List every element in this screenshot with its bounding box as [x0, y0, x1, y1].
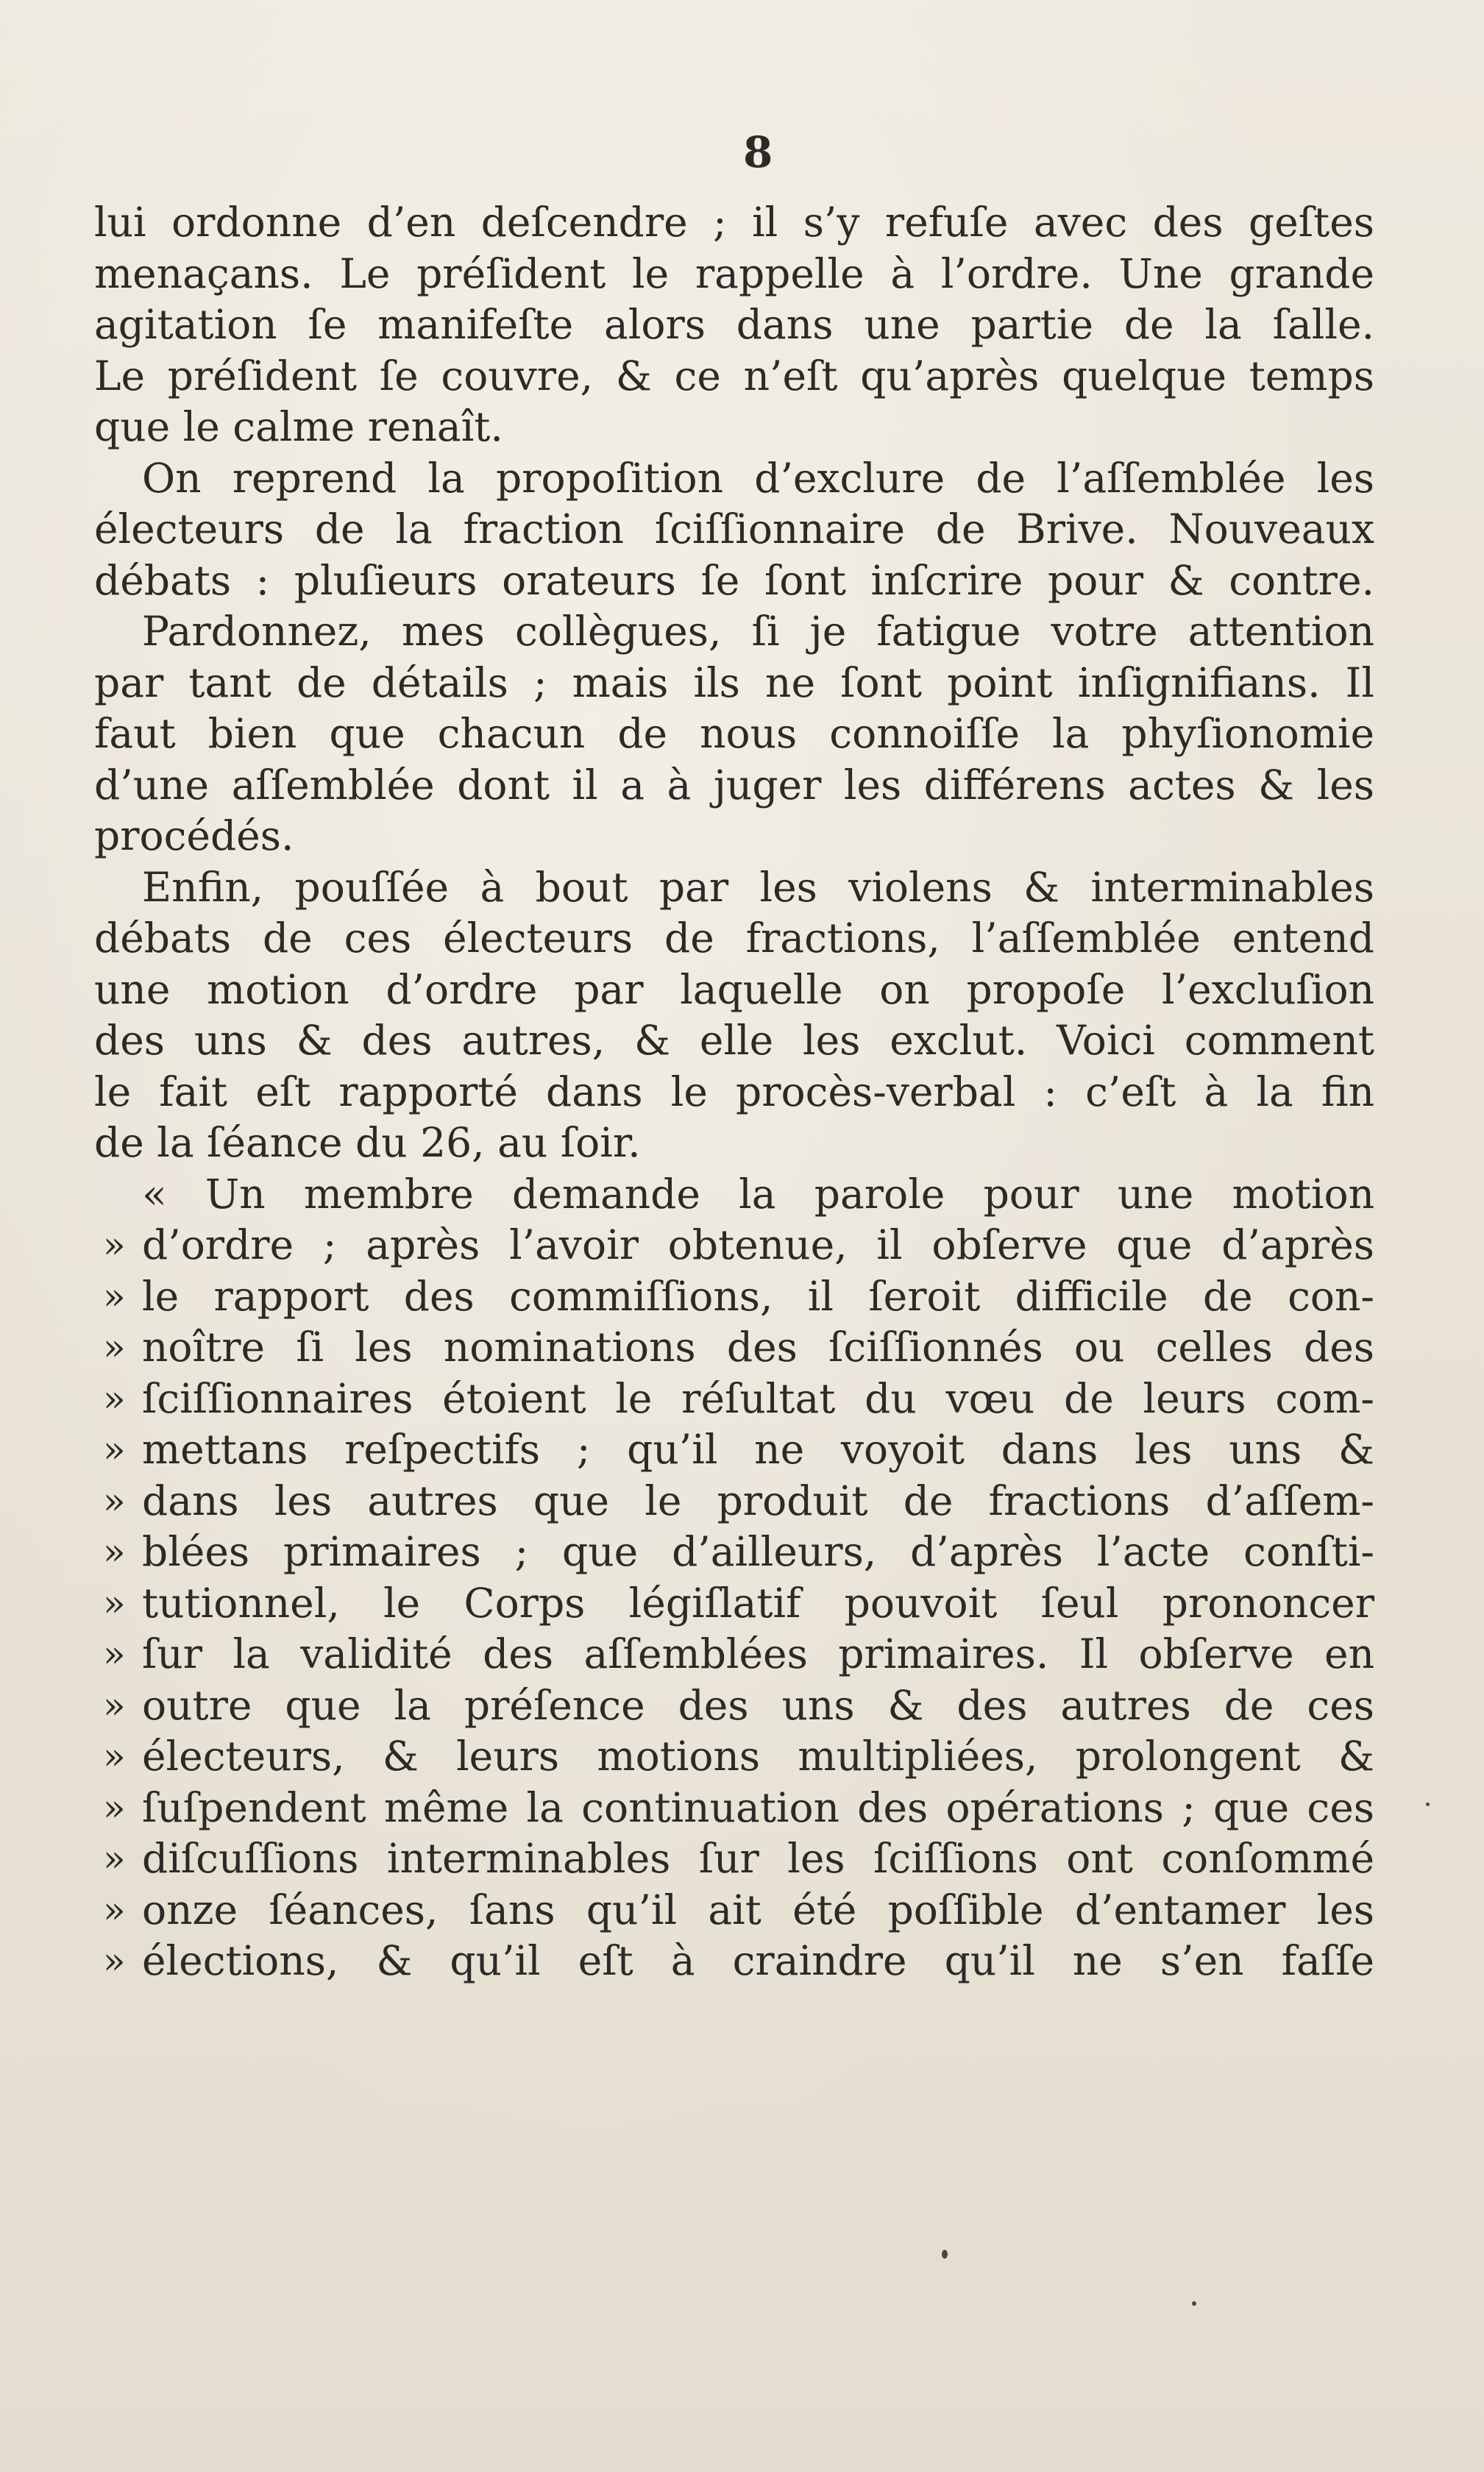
line-text: des uns & des autres, & elle les exclut. Voici comment	[94, 1017, 1374, 1064]
line-text: le rapport des commiſſions, il ſeroit difficile de con-	[142, 1272, 1374, 1320]
text-line	[94, 760, 1374, 811]
text-line	[94, 1527, 1374, 1578]
page-number: 8	[743, 127, 773, 177]
line-text: procédés.	[94, 812, 294, 859]
quote-mark: »	[103, 1479, 126, 1522]
line-text: de la ſéance du 26, au ſoir.	[94, 1119, 641, 1166]
line-text: électeurs de la fraction ſciſſionnaire de Brive. Nouveaux	[94, 505, 1374, 553]
line-text: outre que la préſence des uns & des autres de ces	[142, 1681, 1374, 1729]
text-line	[94, 197, 1374, 249]
line-text: mettans reſpectifs ; qu’il ne voyoit dans les uns &	[142, 1426, 1374, 1473]
quote-mark: »	[103, 1377, 126, 1420]
line-text: Pardonnez, mes collègues, ſi je fatigue votre attention	[142, 608, 1374, 655]
quote-mark: »	[103, 1428, 126, 1471]
text-line	[94, 1578, 1374, 1630]
text-line	[94, 249, 1374, 300]
body-text	[94, 197, 1374, 1987]
line-text: diſcuſſions interminables ſur les ſciſſions ont conſommé	[142, 1835, 1374, 1882]
line-text: débats de ces électeurs de fractions, l’aſſemblée entend	[94, 914, 1374, 962]
line-text: « Un membre demande la parole pour une motion	[142, 1170, 1374, 1218]
line-text: Enfin, pouſſée à bout par les violens & interminables	[142, 863, 1374, 911]
quote-mark: »	[103, 1735, 126, 1777]
text-line	[94, 1885, 1374, 1936]
text-line	[94, 1936, 1374, 1987]
quote-mark: »	[103, 1274, 126, 1318]
line-text: débats : pluſieurs orateurs ſe ſont inſcrire pour & contre.	[94, 556, 1374, 604]
text-line	[94, 1169, 1374, 1221]
text-line	[94, 913, 1374, 965]
quote-mark: »	[103, 1326, 126, 1368]
ink-speck	[1192, 2301, 1196, 2306]
line-text: par tant de détails ; mais ils ne ſont point inſignifians. Il	[94, 658, 1374, 706]
text-line	[94, 1067, 1374, 1118]
quote-mark: »	[103, 1683, 126, 1727]
text-line	[94, 1374, 1374, 1425]
text-line	[94, 299, 1374, 351]
text-line	[94, 965, 1374, 1016]
line-text: une motion d’ordre par laquelle on propoſe l’excluſion	[94, 965, 1374, 1013]
text-line	[94, 351, 1374, 402]
line-text: ſur la validité des aſſemblées primaires. Il obſerve en	[142, 1630, 1374, 1677]
text-line	[94, 453, 1374, 505]
ink-speck	[942, 2250, 948, 2259]
text-line	[94, 1476, 1374, 1527]
quote-mark: »	[103, 1223, 126, 1266]
text-line	[94, 1322, 1374, 1374]
line-text: lui ordonne d’en deſcendre ; il s’y refuſe avec des geſtes	[94, 199, 1374, 246]
text-line	[94, 1271, 1374, 1323]
quote-mark: »	[103, 1786, 126, 1829]
line-text: blées primaires ; que d’ailleurs, d’après l’acte conſti-	[142, 1528, 1374, 1575]
quote-mark: »	[103, 1530, 126, 1573]
text-line	[94, 708, 1374, 760]
line-text: noître ſi les nominations des ſciſſionnés ou celles des	[142, 1324, 1374, 1371]
line-text: d’ordre ; après l’avoir obtenue, il obſerve que d’après	[142, 1221, 1374, 1268]
line-text: onze ſéances, ſans qu’il ait été poſſible d’entamer les	[142, 1886, 1374, 1933]
text-line	[94, 1833, 1374, 1885]
quote-mark: »	[103, 1837, 126, 1880]
ink-speck	[1426, 1803, 1430, 1806]
text-line	[94, 555, 1374, 607]
text-line	[94, 1015, 1374, 1067]
quote-mark: »	[103, 1939, 126, 1982]
text-line	[94, 1629, 1374, 1680]
line-text: dans les autres que le produit de fractions d’aſſem-	[142, 1477, 1374, 1524]
quote-mark: »	[103, 1888, 126, 1931]
line-text: Le préſident ſe couvre, & ce n’eſt qu’après quelque temps	[94, 352, 1374, 399]
text-line	[94, 402, 1374, 453]
text-line	[94, 1783, 1374, 1834]
text-line	[94, 1424, 1374, 1476]
quote-mark: »	[103, 1581, 126, 1624]
quote-mark: »	[103, 1633, 126, 1675]
line-text: tutionnel, le Corps légiſlatif pouvoit ſeul prononcer	[142, 1579, 1374, 1627]
line-text: faut bien que chacun de nous connoiſſe la phyſionomie	[94, 710, 1374, 757]
text-line	[94, 504, 1374, 555]
text-line	[94, 606, 1374, 658]
text-line	[94, 862, 1374, 914]
line-text: ſciſſionnaires étoient le réſultat du vœu de leurs com-	[142, 1374, 1374, 1422]
text-line	[94, 811, 1374, 862]
line-text: agitation ſe manifeſte alors dans une partie de la ſalle.	[94, 301, 1374, 348]
text-line	[94, 1680, 1374, 1732]
line-text: menaçans. Le préſident le rappelle à l’ordre. Une grande	[94, 249, 1374, 297]
line-text: d’une aſſemblée dont il a à juger les différens actes & les	[94, 761, 1374, 809]
line-text: que le calme renaît.	[94, 403, 503, 450]
line-text: le fait eſt rapporté dans le procès-verbal : c’eſt à la fin	[94, 1068, 1374, 1115]
text-line	[94, 1220, 1374, 1271]
line-text: On reprend la propoſition d’exclure de l’aſſemblée les	[142, 454, 1374, 502]
text-line	[94, 1731, 1374, 1783]
text-line	[94, 658, 1374, 709]
line-text: ſuſpendent même la continuation des opérations ; que ces	[142, 1783, 1374, 1831]
text-line	[94, 1118, 1374, 1169]
line-text: électeurs, & leurs motions multipliées, prolongent &	[142, 1733, 1374, 1780]
line-text: élections, & qu’il eſt à craindre qu’il ne s’en faſſe	[142, 1937, 1374, 1984]
